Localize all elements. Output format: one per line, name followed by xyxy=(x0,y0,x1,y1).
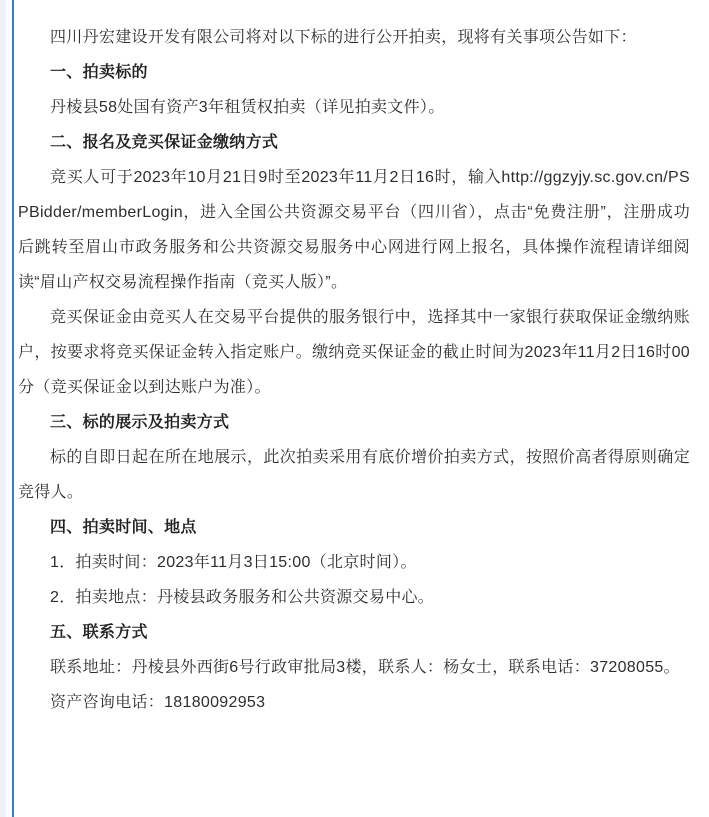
section-heading-registration-deposit: 二、报名及竞买保证金缴纳方式 xyxy=(50,134,279,151)
registration-paragraph: 竞买人可于2023年10月21日9时至2023年11月2日16时，输入http://ggzyjy.sc.gov.cn/PSPBidder/memberLogin，进入全国公共资源交易平台（四川省），点击“免费注册”，注册成功后跳转至眉山市政务服务和公共资源交易服务中心网进行网上报名，具体操作流程请详细阅读“眉山产权交易流程操作指南（竞买人版）”。 xyxy=(18,169,690,291)
section-heading-contact: 五、联系方式 xyxy=(50,624,148,641)
asset-consult-phone-paragraph: 资产咨询电话：18180092953 xyxy=(50,694,266,711)
auction-venue-paragraph: 2．拍卖地点：丹棱县政务服务和公共资源交易中心。 xyxy=(50,589,435,606)
page-left-strip xyxy=(0,0,6,817)
auction-target-paragraph: 丹棱县58处国有资产3年租赁权拍卖（详见拍卖文件）。 xyxy=(50,99,445,116)
page-left-divider xyxy=(12,0,14,817)
section-heading-auction-target: 一、拍卖标的 xyxy=(50,64,148,81)
section-heading-time-venue: 四、拍卖时间、地点 xyxy=(50,519,197,536)
intro-paragraph: 四川丹宏建设开发有限公司将对以下标的进行公开拍卖，现将有关事项公告如下： xyxy=(50,29,637,46)
contact-address-paragraph: 联系地址：丹棱县外西街6号行政审批局3楼，联系人：杨女士，联系电话：37208055。 xyxy=(50,659,680,676)
auction-notice-document xyxy=(18,20,690,720)
auction-time-paragraph: 1．拍卖时间：2023年11月3日15:00（北京时间）。 xyxy=(50,554,417,571)
display-method-paragraph: 标的自即日起在所在地展示，此次拍卖采用有底价增价拍卖方式，按照价高者得原则确定竞得人。 xyxy=(18,449,690,501)
section-heading-display-method: 三、标的展示及拍卖方式 xyxy=(50,414,230,431)
deposit-paragraph: 竞买保证金由竞买人在交易平台提供的服务银行中，选择其中一家银行获取保证金缴纳账户，按要求将竞买保证金转入指定账户。缴纳竞买保证金的截止时间为2023年11月2日16时00分（竞买保证金以到达账户为准）。 xyxy=(18,309,690,396)
